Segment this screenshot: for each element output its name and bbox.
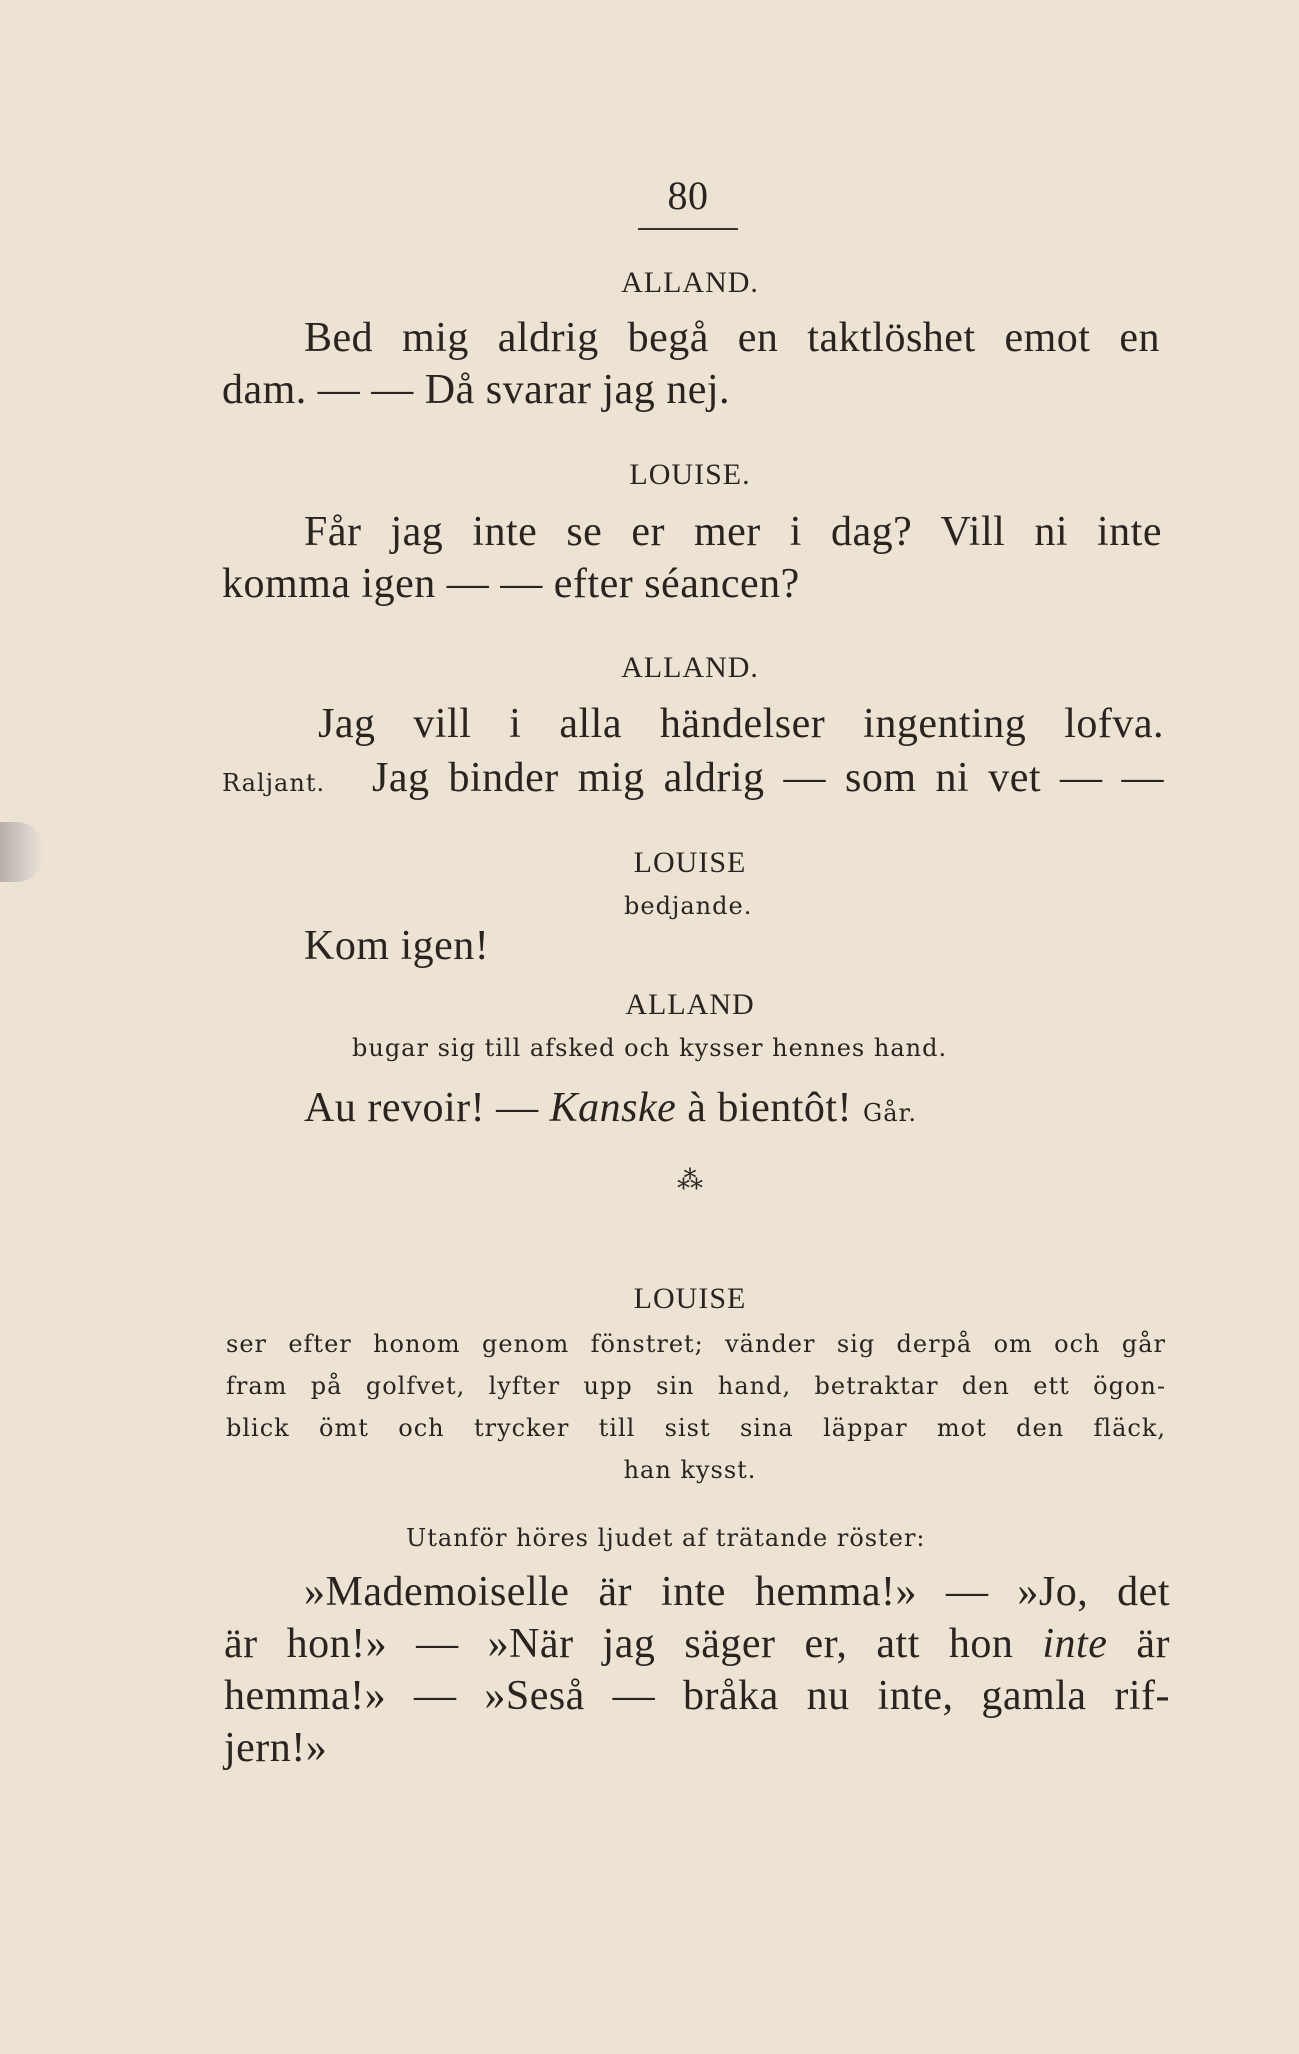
stage-direction: bugar sig till afsked och kysser hennes hand. <box>352 1034 948 1062</box>
speaker-name: LOUISE <box>633 846 747 879</box>
dialogue-line: jern!» <box>224 1725 328 1771</box>
stage-direction: Utanför höres ljudet af trätande röster: <box>406 1524 926 1552</box>
page-number-rule <box>638 228 738 230</box>
dialogue-line: Bed mig aldrig begå en taktlöshet emot en <box>304 315 1160 361</box>
dialogue-line: dam. — — Då svarar jag nej. <box>222 367 731 413</box>
dialogue-text: är hon!» — »När jag säger er, att hon <box>224 1621 1043 1667</box>
dialogue-line: hemma!» — »Seså — bråka nu inte, gamla rif- <box>224 1673 1170 1719</box>
dialogue-line <box>224 1620 1170 1668</box>
italic-text: Kanske <box>549 1085 677 1131</box>
speaker-name: ALLAND. <box>621 266 759 299</box>
stage-direction: bedjande. <box>624 892 753 920</box>
dialogue-line: Jag vill i alla händelser ingenting lofva. <box>318 701 1164 747</box>
stage-direction: Går. <box>863 1099 917 1127</box>
stage-direction: han kysst. <box>623 1456 757 1484</box>
dialogue-line: Jag binder mig aldrig — som ni vet — — <box>372 755 1164 801</box>
page-number: 80 <box>667 173 709 218</box>
italic-text: inte <box>1042 1621 1108 1667</box>
dialogue-line: Kom igen! <box>304 923 490 969</box>
dialogue-line: Får jag inte se er mer i dag? Vill ni inte <box>304 509 1162 555</box>
page-edge-mark <box>0 822 44 882</box>
stage-direction: fram på golfvet, lyfter upp sin hand, betraktar den ett ögon- <box>226 1372 1166 1400</box>
speaker-name: LOUISE <box>633 1282 747 1315</box>
speaker-name: LOUISE. <box>629 458 751 491</box>
stage-direction: ser efter honom genom fönstret; vänder sig derpå om och går <box>226 1330 1166 1358</box>
speaker-name: ALLAND. <box>621 651 759 684</box>
dialogue-line: komma igen — — efter séancen? <box>222 561 800 607</box>
dialogue-text: är <box>1107 1621 1170 1667</box>
section-separator: ⁂ <box>677 1166 703 1195</box>
dialogue-line: »Mademoiselle är inte hemma!» — »Jo, det <box>304 1569 1170 1615</box>
dialogue-line <box>304 1084 917 1132</box>
dialogue-text: à bientôt! <box>676 1085 864 1131</box>
stage-direction: blick ömt och trycker till sist sina läppar mot den fläck, <box>226 1414 1166 1442</box>
speaker-name: ALLAND <box>625 988 755 1021</box>
stage-direction: Raljant. <box>222 769 326 797</box>
dialogue-text: Au revoir! — <box>304 1085 550 1131</box>
